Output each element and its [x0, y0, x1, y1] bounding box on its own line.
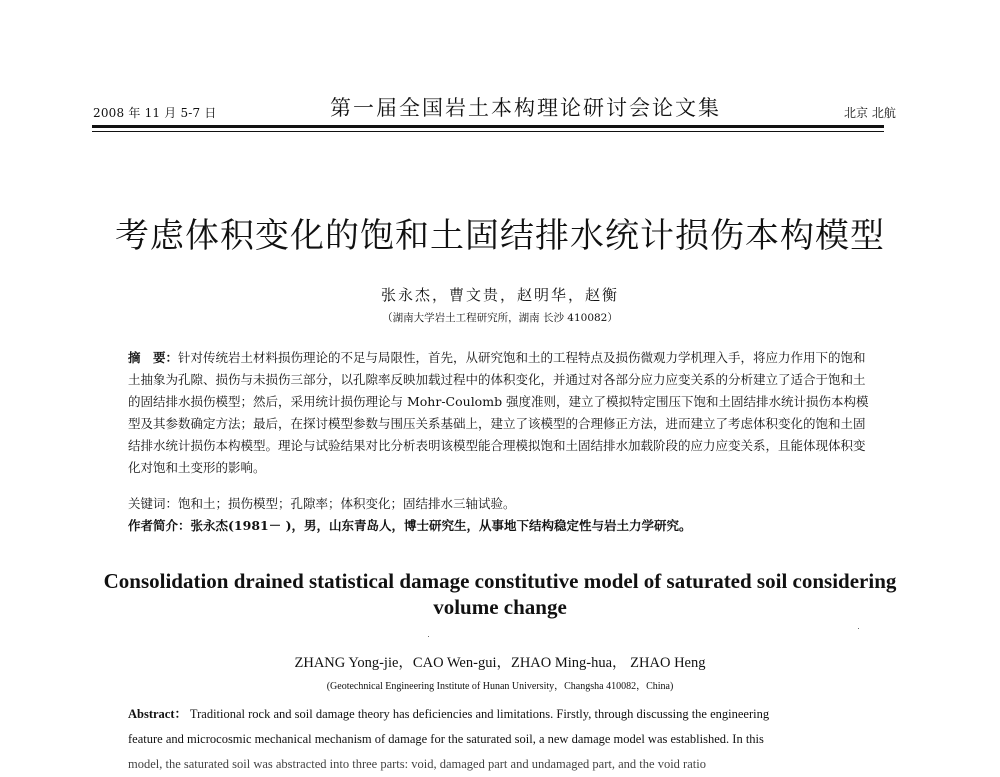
affiliation-cn: （湖南大学岩土工程研究所，湖南 长沙 410082） — [382, 312, 618, 324]
author-bio-cn — [128, 516, 876, 534]
abstract-cn-label: 摘 要： — [128, 350, 179, 365]
scan-speck — [428, 636, 429, 637]
header-rule-thin — [92, 131, 884, 132]
header-location: 北京 北航 — [844, 106, 896, 120]
abstract-en-line-2: feature and microcosmic mechanical mechanism of damage for the saturated soil, a new damage model was established. In this — [128, 732, 764, 746]
abstract-en — [128, 702, 880, 771]
keywords-cn-label: 关键词： — [128, 496, 179, 511]
author-bio-cn-label: 作者简介： — [128, 518, 191, 533]
header-date: 2008 年 11 月 5-7 日 — [93, 106, 217, 120]
abstract-en-line-1-text: Traditional rock and soil damage theory has deficiencies and limitations. Firstly, through discussing the engineering — [189, 707, 770, 721]
authors-cn: 张永杰，曹文贵，赵明华，赵衡 — [380, 286, 619, 304]
paper-title-en: Consolidation drained statistical damage constitutive model of saturated soil considering volume change — [103, 569, 897, 619]
authors-en: ZHANG Yong-jie，CAO Wen-gui，ZHAO Ming-hua， ZHAO Heng — [294, 655, 706, 671]
author-bio-cn-text: 张永杰(1981－ )，男，山东青岛人，博士研究生，从事地下结构稳定性与岩土力学研究。 — [190, 518, 692, 533]
abstract-cn-text: 针对传统岩土材料损伤理论的不足与局限性，首先，从研究饱和土的工程特点及损伤微观力学机理入手，将应力作用下的饱和土抽象为孔隙、损伤与未损伤三部分，以孔隙率反映加载过程中的体积变化，并通过对各部分应力应变关系的分析建立了适合于饱和土的固结排水损伤模型；然后，采用统计损伤理论与 Mohr-Coulomb 强度准则，建立了模拟特定围压下饱和土固结排水统计损伤本构模型及其参数确定方法；最后，在探讨模型参数与围压关系基础上，建立了该模型的合理修正方法，进而建立了考虑体积变化的饱和土固结排水统计损伤本构模型。理论与试验结果对比分析表明该模型能合理模拟饱和土固结排水加载阶段的应力应变关系，且能体现体积变化对饱和土变形的影响。 — [128, 350, 869, 475]
keywords-cn — [128, 494, 876, 512]
scan-speck — [858, 628, 859, 629]
paper-title-cn: 考虑体积变化的饱和土固结排水统计损伤本构模型 — [115, 216, 885, 256]
proceedings-title: 第一届全国岩土本构理论研讨会论文集 — [330, 96, 721, 120]
abstract-en-label: Abstract： — [128, 707, 188, 721]
abstract-en-line-1 — [128, 702, 880, 727]
header-rule-thick — [92, 125, 884, 128]
abstract-en-line-3: model, the saturated soil was abstracted into three parts: void, damaged part and undamaged part, and the void ratio — [128, 757, 706, 771]
keywords-cn-text: 饱和土；损伤模型；孔隙率；体积变化；固结排水三轴试验。 — [178, 496, 516, 511]
affiliation-en: (Geotechnical Engineering Institute of Hunan University，Changsha 410082，China) — [326, 681, 674, 692]
abstract-cn — [128, 347, 876, 479]
